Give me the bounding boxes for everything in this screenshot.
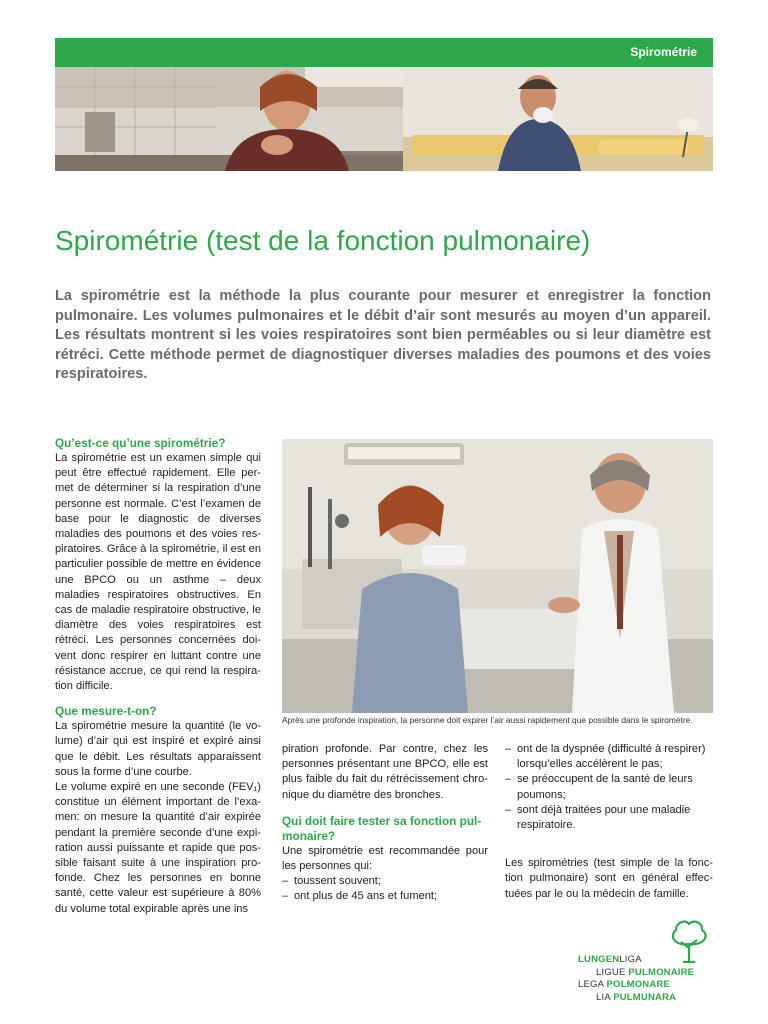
logo-text: POLMONARE: [606, 979, 671, 990]
heading-what-is-measured: Que mesure-t-on?: [55, 704, 157, 719]
section-label: Spirométrie: [630, 45, 697, 59]
logo-text: LIGUE: [596, 966, 629, 978]
logo-text: LEGA: [578, 979, 607, 990]
column-middle: [282, 742, 488, 905]
page-title: Spirométrie (test de la fonction pulmonaire): [55, 225, 591, 256]
heading-who-should-test: Qui doit faire tester sa fonction pulmonaire?: [282, 813, 482, 843]
lung-league-logo: [578, 918, 718, 1008]
logo-text: PULMONAIRE: [628, 966, 695, 978]
list-item: – toussent souvent;: [282, 874, 488, 889]
recommendation-list-part2: [505, 742, 713, 833]
list-item: – ont de la dyspnée (difficulté à respirer) lorsqu’elles accélèrent le pas;: [505, 742, 713, 772]
paragraph-measured-3: piration profonde. Par contre, chez les personnes présentant une BPCO, elle est plus faible du fait du rétrécissement chronique du diamètre des bronches.: [282, 743, 488, 801]
logo-text: LUNGEN: [578, 954, 620, 965]
paragraph-conclusion: Les spirométries (test simple de la fonction pulmonaire) sont en général effectuées par le ou la médecin de famille.: [505, 857, 713, 900]
list-item: – se préoccupent de la santé de leurs poumons;: [505, 772, 713, 802]
paragraph-who-should-test: Une spirométrie est recommandée pour les personnes qui:: [282, 844, 488, 873]
photo-caption: Après une profonde inspiration, la personne doit expirer l’air aussi rapidement que possible dans le spiromètre.: [282, 715, 693, 725]
logo-text: LIA: [596, 991, 614, 1003]
paragraph-what-is-spirometry: La spirométrie est un examen simple qui peut être effectué rapidement. Elle permet de déterminer si la respiration d’une personne est normale. C’est l’examen de base pour le diagnostic de diverses maladies des poumons et des voies respiratoires. Grâce à la spirométrie, il est en particulier possible de mettre en évidence une BPCO ou un asthme – deux maladies respiratoires obstructives. En cas de maladie respiratoire obstructive, le diamètre des voies respiratoires est rétréci. Les personnes concernées doivent donc respirer en luttant contre une résistance accrue, ce qui rend la respiration difficile.: [55, 452, 261, 693]
intro-paragraph: La spirométrie est la méthode la plus courante pour mesurer et enregistrer la fonction pulmonaire. Les volumes pulmonaires et le débit d’air sont mesurés au moyen d’un appareil. Les résultats montrent si les voies respiratoires sont bien perméables ou si leur diamètre est rétréci. Cette méthode permet de diagnostiquer diverses maladies des poumons et des voies respiratoires.: [55, 288, 711, 383]
column-left: [55, 436, 261, 917]
photo-man-coughing: [403, 67, 713, 171]
photo-spirometry-test: [282, 439, 713, 713]
paragraph-measured-1: La spirométrie mesure la quantité (le volume) d’air qui est inspiré et expiré ainsi que le débit. Les résultats apparaissent sous la forme d’une courbe.: [55, 720, 261, 778]
paragraph-measured-2: Le volume expiré en une seconde (FEV₁) constitue un élément important de l’examen: on mesure la quantité d’air expirée pendant la première seconde d’une expiration aussi puissante et rapide que possible faisant suite à une inspiration profonde. Chez les personnes en bonne santé, cette valeur est supérieure à 80% du volume total expirable après une ins: [55, 781, 261, 915]
photo-woman-coughing: [55, 67, 403, 171]
logo-text: PULMUNARA: [613, 991, 677, 1003]
section-banner: [55, 38, 713, 67]
logo-text: LIGA: [619, 954, 642, 965]
column-right: [505, 742, 713, 902]
list-item: – ont plus de 45 ans et fument;: [282, 889, 488, 904]
heading-what-is-spirometry: Qu’est-ce qu’une spirométrie?: [55, 436, 226, 450]
recommendation-list-part1: [282, 874, 488, 904]
list-item: – sont déjà traitées pour une maladie respiratoire.: [505, 803, 713, 833]
